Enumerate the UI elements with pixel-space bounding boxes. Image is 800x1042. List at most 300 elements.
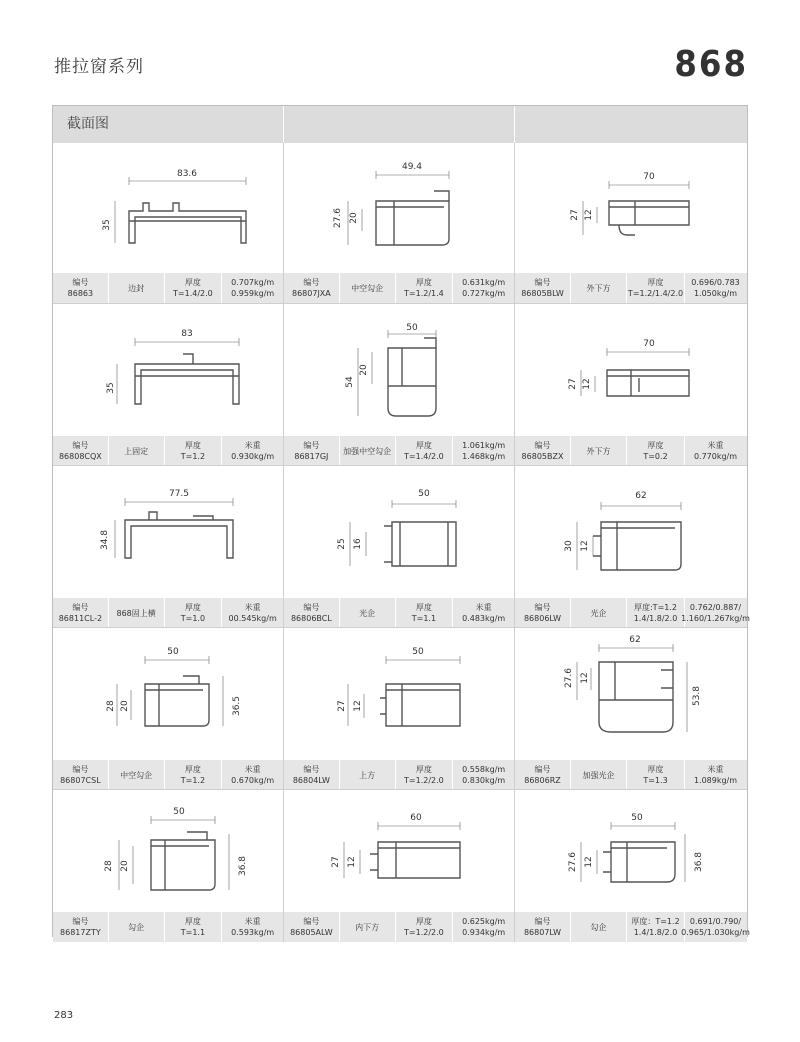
code-cell-text: 编号 (303, 917, 320, 926)
spec-bar (284, 912, 514, 942)
weight-cell-text: 米重 (475, 603, 492, 612)
name-cell-text: 中空勾企 (351, 283, 384, 293)
dimension-label: 12 (580, 540, 590, 552)
thickness-cell-text: T=1.2/2.0 (404, 776, 444, 785)
spec-bar (53, 760, 283, 790)
profile-outline (609, 201, 689, 225)
profile-row (53, 143, 747, 303)
thickness-cell-text: 厚度 (184, 917, 201, 926)
profile-card (53, 304, 284, 466)
code-cell (515, 760, 571, 790)
section-label: 截面图 (67, 116, 109, 132)
profile-outline (607, 370, 689, 396)
profile-outline (619, 225, 635, 235)
profile-outline (661, 670, 673, 688)
profile-outline (424, 338, 436, 348)
name-cell (571, 273, 627, 303)
weight-cell (681, 598, 750, 628)
code-cell (53, 912, 109, 942)
weight-cell-text: 米重 (244, 765, 261, 774)
profile-outline (603, 852, 611, 872)
thickness-cell-text: T=1.4/2.0 (173, 289, 213, 298)
name-cell (340, 598, 396, 628)
weight-cell-text: 1.089kg/m (693, 776, 738, 785)
cross-section-drawing (515, 143, 747, 273)
dimension-label: 49.4 (401, 162, 423, 172)
dimension-label: 62 (629, 635, 641, 645)
cross-section-drawing (515, 466, 747, 596)
code-cell (284, 598, 340, 628)
weight-cell-text: 1.050kg/m (693, 289, 738, 298)
name-cell (340, 273, 396, 303)
code-cell-text: 86817GJ (294, 452, 329, 461)
profile-outline (129, 203, 246, 243)
dimension-label: 77.5 (168, 489, 190, 499)
profile-outline (601, 522, 675, 570)
dimension-label: 35 (102, 219, 112, 231)
cross-section-svg (53, 304, 284, 434)
thickness-cell-text: T=1.2 (180, 452, 206, 461)
thickness-cell-text: 厚度 (415, 441, 432, 450)
section-header (53, 106, 747, 143)
thickness-cell-text: 厚度：T=1.2 (631, 917, 680, 926)
profile-outline (601, 522, 681, 570)
cross-section-drawing (515, 790, 747, 908)
spec-bar (515, 912, 750, 942)
dimension-label: 12 (353, 700, 363, 712)
weight-cell-text: 0.830kg/m (462, 776, 506, 785)
weight-cell-text: 0.625kg/m (462, 917, 506, 926)
profile-outline (607, 370, 689, 396)
profile-row (53, 627, 747, 789)
weight-cell-text: 0.959kg/m (231, 289, 275, 298)
dimension-label: 27.6 (568, 851, 578, 873)
thickness-cell-text: 厚度 (647, 278, 664, 287)
code-cell-text: 编号 (534, 917, 551, 926)
weight-cell-text: 0.558kg/m (462, 765, 506, 774)
dimension-label: 36.8 (694, 851, 704, 873)
profile-card (515, 304, 747, 466)
dimension-label: 12 (580, 672, 590, 684)
name-cell (571, 436, 627, 466)
weight-cell-text: 0.762/0.887/ (689, 603, 742, 612)
profile-outline (400, 522, 448, 566)
code-cell-text: 编号 (303, 278, 320, 287)
dimension-label: 60 (410, 813, 422, 823)
dimension-label: 50 (412, 647, 424, 657)
name-cell (571, 912, 627, 942)
dimension-label: 54 (345, 376, 355, 388)
cross-section-svg (515, 143, 747, 273)
thickness-cell-text: 厚度 (415, 917, 432, 926)
profile-outline (599, 662, 673, 732)
profile-row (53, 465, 750, 627)
weight-cell (681, 912, 750, 942)
name-cell-text: 光企 (359, 608, 376, 618)
name-cell-text: 边封 (128, 283, 145, 293)
name-cell (340, 912, 396, 942)
profile-outline (125, 520, 233, 558)
spec-bar (53, 436, 283, 466)
thickness-cell (165, 436, 223, 466)
name-cell-text: 外下方 (586, 446, 611, 456)
thickness-cell-text: T=1.3 (643, 776, 668, 785)
dimension-label: 20 (120, 860, 130, 872)
dimension-label: 34.8 (100, 529, 110, 551)
cross-section-svg (284, 790, 515, 908)
thickness-cell (396, 912, 454, 942)
code-cell-text: 编号 (303, 603, 320, 612)
code-cell (515, 598, 571, 628)
code-cell-text: 86806RZ (524, 776, 561, 785)
code-cell-text: 86817ZTY (60, 928, 101, 937)
dimension-label: 28 (104, 860, 114, 872)
profile-outline (386, 684, 460, 726)
weight-cell (453, 598, 514, 628)
name-cell (109, 273, 165, 303)
code-cell (53, 436, 109, 466)
profile-outline (611, 842, 667, 882)
spec-bar (515, 598, 750, 628)
profile-card (284, 143, 515, 303)
spec-bar (53, 912, 283, 942)
spec-bar (515, 273, 747, 303)
profile-outline (151, 840, 215, 890)
code-cell (53, 760, 109, 790)
profile-card (515, 466, 750, 628)
thickness-cell (165, 598, 223, 628)
dimension-label: 50 (173, 807, 185, 817)
code-cell-text: 编号 (72, 278, 89, 287)
weight-cell (685, 273, 746, 303)
dimension-label: 27.6 (333, 207, 343, 229)
code-cell (515, 912, 571, 942)
dimension-label: 35 (106, 382, 116, 394)
weight-cell-text: 0.691/0.790/ (689, 917, 742, 926)
code-cell-text: 86806LW (523, 614, 562, 623)
thickness-cell-text: T=1.0 (180, 614, 206, 623)
code-cell-text: 86806BCL (290, 614, 332, 623)
thickness-cell (627, 598, 685, 628)
code-cell-text: 86805BLW (521, 289, 564, 298)
dimension-label: 20 (349, 212, 359, 224)
name-cell (109, 912, 165, 942)
dimension-label: 27 (337, 700, 347, 712)
weight-cell-text: 米重 (244, 603, 261, 612)
code-cell (53, 598, 109, 628)
dimension-label: 27 (331, 856, 341, 868)
thickness-cell-text: 厚度 (415, 278, 432, 287)
cross-section-svg (284, 304, 515, 434)
code-cell (284, 912, 340, 942)
profile-card (515, 628, 747, 790)
name-cell-text: 勾企 (128, 922, 145, 932)
cross-section-drawing (53, 628, 283, 758)
dimension-label: 83 (181, 329, 193, 339)
weight-cell (453, 912, 514, 942)
weight-cell (222, 436, 283, 466)
code-cell (284, 760, 340, 790)
weight-cell-text: 00.545kg/m (228, 614, 277, 623)
weight-cell-text: 1.061kg/m (462, 441, 506, 450)
profile-outline (370, 854, 378, 870)
name-cell (571, 760, 627, 790)
weight-cell-text: 1.468kg/m (462, 452, 506, 461)
thickness-cell (396, 598, 454, 628)
weight-cell (222, 912, 283, 942)
code-cell-text: 86804LW (292, 776, 330, 785)
dimension-label: 12 (584, 856, 594, 868)
thickness-cell-text: 厚度:T=1.2 (633, 603, 677, 612)
cross-section-drawing (284, 466, 514, 596)
name-cell-text: 上固定 (124, 446, 149, 456)
dimension-label: 27 (570, 209, 580, 221)
profile-outline (145, 684, 203, 726)
dimension-label: 16 (353, 538, 363, 550)
weight-cell (453, 760, 514, 790)
weight-cell-text: 0.934kg/m (462, 928, 506, 937)
weight-cell (685, 760, 746, 790)
weight-cell-text: 0.593kg/m (231, 928, 275, 937)
profile-card (53, 628, 284, 790)
profile-outline (434, 191, 449, 201)
thickness-cell-text: T=1.2/1.4/2.0 (627, 289, 684, 298)
profile-outline (599, 662, 673, 700)
code-cell-text: 86805ALW (290, 928, 333, 937)
dimension-label: 12 (582, 378, 592, 390)
thickness-cell-text: T=1.2/2.0 (404, 928, 444, 937)
cross-section-svg (515, 304, 747, 434)
cross-section-svg (284, 628, 515, 758)
spec-bar (515, 436, 747, 466)
profile-card (515, 790, 750, 942)
cross-section-drawing (53, 790, 283, 908)
thickness-cell (165, 760, 223, 790)
dimension-label: 20 (120, 700, 130, 712)
name-cell-text: 加强光企 (582, 770, 615, 780)
spec-bar (53, 273, 283, 303)
code-cell-text: 编号 (72, 603, 89, 612)
profile-row (53, 789, 750, 941)
code-cell-text: 编号 (72, 917, 89, 926)
profile-card (53, 790, 284, 942)
code-cell-text: 86811CL-2 (58, 614, 103, 623)
profile-outline (380, 698, 386, 714)
profile-outline (135, 364, 239, 404)
profile-row (53, 303, 747, 465)
profile-card (515, 143, 747, 303)
cross-section-drawing (53, 466, 283, 596)
thickness-cell-text: T=1.4/2.0 (404, 452, 444, 461)
dimension-label: 50 (167, 647, 179, 657)
code-cell (515, 436, 571, 466)
cross-section-drawing (284, 628, 514, 758)
spec-bar (284, 598, 514, 628)
thickness-cell-text: 厚度 (647, 765, 664, 774)
name-cell-text: 868固上横 (116, 608, 156, 618)
thickness-cell (396, 760, 454, 790)
profile-outline (151, 840, 209, 890)
weight-cell-text: 0.727kg/m (462, 289, 506, 298)
weight-cell (685, 436, 746, 466)
weight-cell (222, 273, 283, 303)
dimension-label: 50 (631, 813, 643, 823)
spec-bar (284, 436, 514, 466)
profile-catalog (52, 105, 748, 937)
thickness-cell (627, 273, 685, 303)
weight-cell-text: 米重 (244, 917, 261, 926)
profile-outline (609, 201, 689, 225)
dimension-label: 36.5 (232, 695, 242, 717)
weight-cell (453, 273, 514, 303)
cross-section-drawing (515, 628, 747, 758)
code-cell-text: 编号 (534, 765, 551, 774)
dimension-label: 62 (635, 491, 647, 501)
name-cell (109, 598, 165, 628)
thickness-cell-text: T=0.2 (643, 452, 668, 461)
series-number: 868 (674, 44, 748, 85)
weight-cell-text: 0.707kg/m (231, 278, 275, 287)
name-cell-text: 内下方 (355, 922, 380, 932)
code-cell-text: 编号 (534, 441, 551, 450)
name-cell-text: 外下方 (586, 283, 611, 293)
dimension-label: 70 (643, 172, 655, 182)
weight-cell-text: 1.160/1.267kg/m (681, 614, 750, 623)
thickness-cell-text: T=1.1 (180, 928, 206, 937)
weight-cell-text: 0.670kg/m (231, 776, 275, 785)
name-cell-text: 光企 (590, 608, 607, 618)
dimension-label: 50 (418, 489, 430, 499)
name-cell-text: 勾企 (590, 922, 607, 932)
dimension-label: 50 (406, 323, 418, 333)
weight-cell-text: 0.483kg/m (462, 614, 506, 623)
series-title: 推拉窗系列 (54, 57, 144, 77)
thickness-cell (396, 436, 454, 466)
cross-section-svg (53, 790, 284, 908)
weight-cell-text: 米重 (707, 441, 724, 450)
cross-section-drawing (284, 304, 514, 434)
profile-outline (388, 348, 436, 416)
thickness-cell-text: T=1.2/1.4 (404, 289, 444, 298)
dimension-label: 27 (568, 378, 578, 390)
weight-cell-text: 0.770kg/m (693, 452, 738, 461)
thickness-cell-text: 厚度 (184, 278, 201, 287)
cross-section-svg (53, 143, 284, 273)
profile-outline (593, 536, 601, 556)
spec-bar (515, 760, 747, 790)
name-cell-text: 上方 (359, 770, 376, 780)
dimension-label: 12 (584, 209, 594, 221)
dimension-label: 70 (643, 339, 655, 349)
thickness-cell (627, 912, 685, 942)
cross-section-svg (515, 790, 747, 908)
thickness-cell-text: 厚度 (184, 765, 201, 774)
code-cell-text: 编号 (72, 765, 89, 774)
thickness-cell-text: 1.4/1.8/2.0 (633, 928, 678, 937)
code-cell (284, 273, 340, 303)
profile-outline (378, 842, 460, 878)
thickness-cell (627, 760, 685, 790)
thickness-cell-text: 厚度 (415, 765, 432, 774)
name-cell-text: 中空勾企 (120, 770, 153, 780)
dimension-label: 25 (337, 538, 347, 550)
profile-card (53, 143, 284, 303)
name-cell (109, 760, 165, 790)
cross-section-drawing (53, 304, 283, 434)
profile-card (53, 466, 284, 628)
code-cell-text: 86807JXA (292, 289, 331, 298)
code-cell-text: 86805BZX (521, 452, 564, 461)
dimension-label: 27.6 (564, 667, 574, 689)
section-header-cell (53, 106, 284, 143)
thickness-cell-text: 厚度 (647, 441, 664, 450)
cross-section-svg (284, 466, 515, 596)
thickness-cell (165, 912, 223, 942)
profile-outline (183, 354, 193, 364)
cross-section-drawing (284, 790, 514, 908)
code-cell (284, 436, 340, 466)
code-cell-text: 86808CQX (58, 452, 102, 461)
thickness-cell-text: 厚度 (415, 603, 432, 612)
profile-card (284, 466, 515, 628)
spec-bar (284, 760, 514, 790)
weight-cell-text: 0.965/1.030kg/m (681, 928, 750, 937)
weight-cell-text: 米重 (707, 765, 724, 774)
dimension-label: 53.8 (692, 685, 702, 707)
weight-cell (222, 760, 283, 790)
section-header-cell (515, 106, 747, 143)
dimension-label: 20 (359, 364, 369, 376)
profile-outline (392, 522, 456, 566)
code-cell-text: 编号 (534, 603, 551, 612)
section-header-cell (284, 106, 515, 143)
cross-section-drawing (515, 304, 747, 434)
dimension-label: 30 (564, 540, 574, 552)
profile-outline (384, 526, 392, 562)
spec-bar (53, 598, 283, 628)
code-cell-text: 编号 (534, 278, 551, 287)
dimension-label: 12 (347, 856, 357, 868)
name-cell (109, 436, 165, 466)
profile-outline (388, 348, 436, 386)
name-cell-text: 加强中空勾企 (343, 446, 392, 456)
profile-outline (183, 676, 199, 684)
profile-card (284, 304, 515, 466)
code-cell-text: 编号 (303, 765, 320, 774)
cross-section-svg (53, 466, 284, 596)
dimension-label: 28 (106, 700, 116, 712)
thickness-cell-text: 厚度 (184, 603, 201, 612)
profile-card (284, 628, 515, 790)
cross-section-svg (284, 143, 515, 273)
profile-outline (149, 512, 157, 520)
profile-outline (376, 201, 444, 245)
weight-cell-text: 0.696/0.783 (691, 278, 740, 287)
dimension-label: 83.6 (176, 169, 198, 179)
cross-section-drawing (53, 143, 283, 273)
weight-cell (222, 598, 283, 628)
profile-outline (187, 832, 207, 840)
name-cell (340, 436, 396, 466)
page-number: 283 (54, 1010, 74, 1021)
code-cell-text: 编号 (303, 441, 320, 450)
thickness-cell (165, 273, 223, 303)
code-cell-text: 86807CSL (60, 776, 101, 785)
code-cell-text: 编号 (72, 441, 89, 450)
weight-cell-text: 0.930kg/m (231, 452, 275, 461)
thickness-cell (396, 273, 454, 303)
dimension-label: 36.8 (238, 855, 248, 877)
